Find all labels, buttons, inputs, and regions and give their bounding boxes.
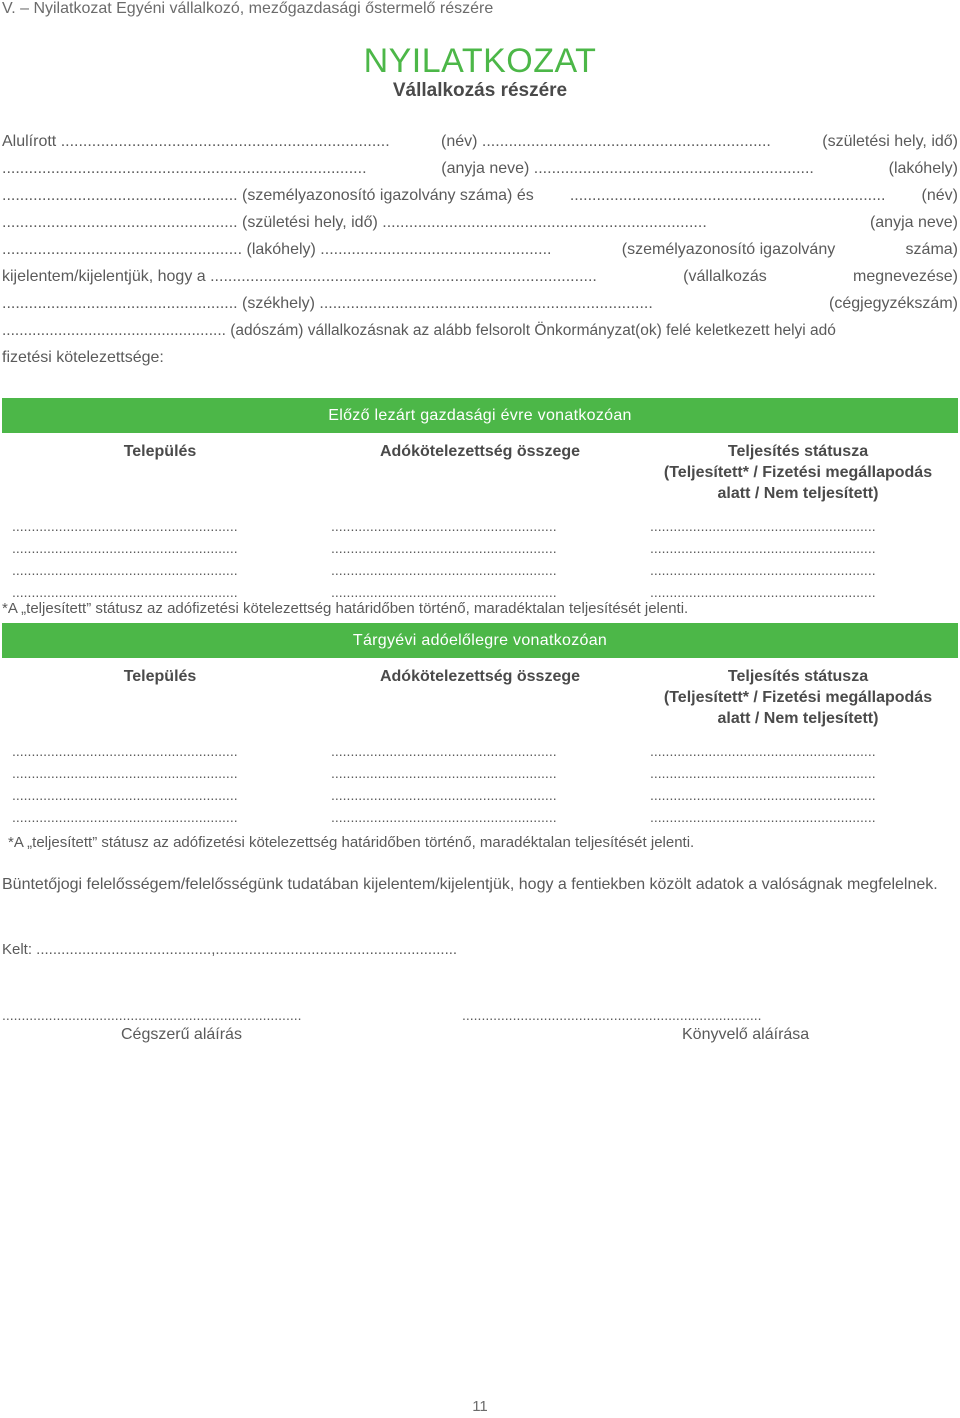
column-header-settlement: Település xyxy=(123,443,197,460)
amount-entries-1 xyxy=(331,515,631,603)
page-subtitle: Vállalkozás részére xyxy=(392,80,568,101)
company-signature-line[interactable]: ............................................................................. xyxy=(2,1007,302,1023)
dotted-field[interactable]: .......................................................... xyxy=(650,787,876,803)
dotted-field[interactable]: .......................................................... xyxy=(331,540,557,556)
page-number: 11 xyxy=(472,1398,488,1415)
dotted-field[interactable]: .......................................................... xyxy=(12,743,238,759)
declaration-line-1: Alulírott .......................................................................... (név) ................................................................. (születési hely, idő) xyxy=(2,133,958,150)
dotted-field[interactable]: .......................................................... xyxy=(12,584,238,600)
declaration-line-2: .................................................................................. (anyja neve) ............................................................... (lakóhely) xyxy=(2,160,958,177)
dotted-field[interactable]: .......................................................... xyxy=(331,562,557,578)
dotted-field[interactable]: .......................................................... xyxy=(12,765,238,781)
declaration-line-5: ...................................................... (lakóhely) .................................................... (személyazonosító igazolvány száma) xyxy=(2,241,958,258)
dotted-field[interactable]: .......................................................... xyxy=(12,809,238,825)
footnote-2: *A „teljesített” státusz az adófizetési kötelezettség határidőben történő, maradéktalan teljesítését jelenti. xyxy=(8,834,695,851)
dotted-field[interactable]: .......................................................... xyxy=(331,584,557,600)
accountant-signature-label: Könyvelő aláírása xyxy=(682,1026,810,1043)
section-bar-current-year: Tárgyévi adóelőlegre vonatkozóan xyxy=(2,623,958,658)
dotted-field[interactable]: .......................................................... xyxy=(331,765,557,781)
status-entries-1 xyxy=(650,515,950,603)
dotted-field[interactable]: .......................................................... xyxy=(12,540,238,556)
settlement-entries-2 xyxy=(12,740,312,828)
dotted-field[interactable]: .......................................................... xyxy=(331,809,557,825)
company-signature-label: Cégszerű aláírás xyxy=(121,1026,242,1043)
dotted-field[interactable]: .......................................................... xyxy=(650,765,876,781)
column-header-status: Teljesítés státusza (Teljesített* / Fizetési megállapodás alatt / Nem teljesített) xyxy=(663,668,933,727)
amount-entries-2 xyxy=(331,740,631,828)
column-header-tax-amount: Adókötelezettség összege xyxy=(379,668,581,685)
column-header-status: Teljesítés státusza (Teljesített* / Fizetési megállapodás alatt / Nem teljesített) xyxy=(663,443,933,502)
dotted-field[interactable]: .......................................................... xyxy=(650,809,876,825)
dotted-field[interactable]: .......................................................... xyxy=(650,518,876,534)
dotted-field[interactable]: .......................................................... xyxy=(331,518,557,534)
declaration-line-6: kijelentem/kijelentjük, hogy a ....................................................................................... (vállalkozás megnevezése) xyxy=(2,268,958,285)
kelt-field[interactable]: Kelt: ..........................................,.......................................................... xyxy=(2,941,458,958)
declaration-line-3: ..................................................... (személyazonosító igazolvány száma) és ....................................................................... (név) xyxy=(2,187,958,204)
section-bar-previous-year: Előző lezárt gazdasági évre vonatkozóan xyxy=(2,398,958,433)
declaration-line-4: ..................................................... (születési hely, idő) ......................................................................... (anyja neve) xyxy=(2,214,958,231)
dotted-field[interactable]: .......................................................... xyxy=(650,584,876,600)
column-header-tax-amount: Adókötelezettség összege xyxy=(379,443,581,460)
declaration-line-7: ..................................................... (székhely) ........................................................................... (cégjegyzékszám) xyxy=(2,295,958,312)
section-heading: V. – Nyilatkozat Egyéni vállalkozó, mezőgazdasági őstermelő részére xyxy=(2,0,494,17)
dotted-field[interactable]: .......................................................... xyxy=(12,518,238,534)
footnote-1: *A „teljesített” státusz az adófizetési kötelezettség határidőben történő, maradéktalan teljesítését jelenti. xyxy=(2,600,689,617)
dotted-field[interactable]: .......................................................... xyxy=(331,743,557,759)
declaration-line-9: fizetési kötelezettsége: xyxy=(2,349,164,366)
dotted-field[interactable]: .......................................................... xyxy=(12,562,238,578)
page-title: NYILATKOZAT xyxy=(363,42,597,80)
accountant-signature-line[interactable]: ............................................................................. xyxy=(462,1007,762,1023)
dotted-field[interactable]: .......................................................... xyxy=(650,540,876,556)
liability-statement: Büntetőjogi felelősségem/felelősségünk tudatában kijelentem/kijelentjük, hogy a fentiekben közölt adatok a valóságnak megfelelnek. xyxy=(2,876,938,893)
status-entries-2 xyxy=(650,740,950,828)
declaration-line-8: .................................................... (adószám) vállalkozásnak az alább felsorolt Önkormányzat(ok) felé keletkezett helyi adó xyxy=(2,322,836,339)
column-header-settlement: Település xyxy=(123,668,197,685)
dotted-field[interactable]: .......................................................... xyxy=(650,562,876,578)
dotted-field[interactable]: .......................................................... xyxy=(12,787,238,803)
dotted-field[interactable]: .......................................................... xyxy=(331,787,557,803)
settlement-entries-1 xyxy=(12,515,312,603)
dotted-field[interactable]: .......................................................... xyxy=(650,743,876,759)
